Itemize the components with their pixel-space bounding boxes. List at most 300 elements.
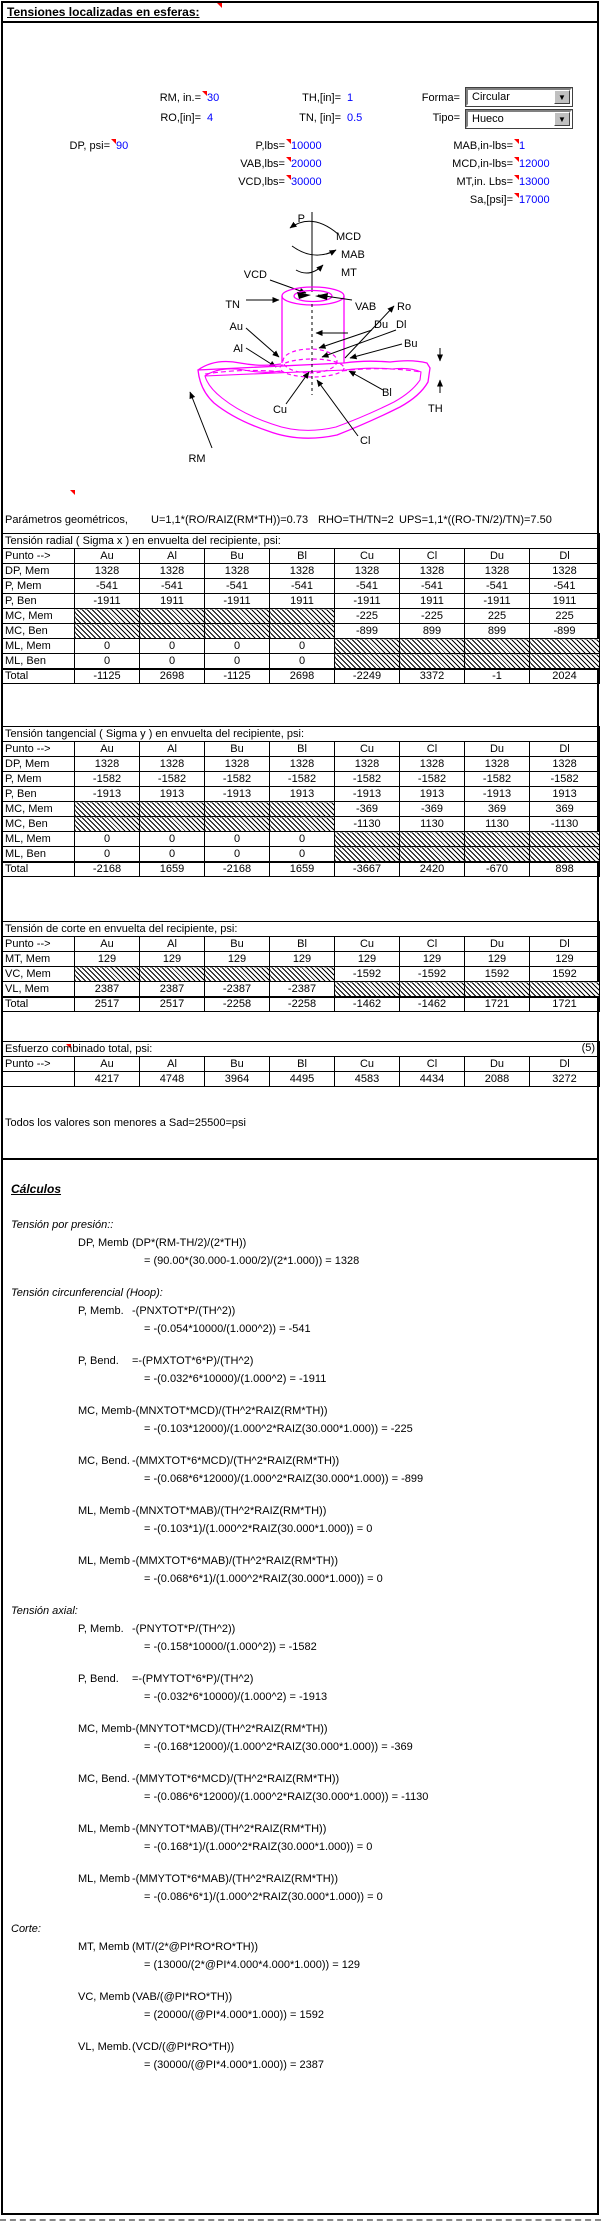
value-cell: -1130 [530, 817, 600, 832]
calc-item [11, 1938, 599, 1974]
hatched-cell [400, 832, 465, 847]
calc-item-formula: -(PNXTOT*P/(TH^2)) [132, 1305, 236, 1317]
row-label [3, 1072, 75, 1087]
calc-item-evaluation: = -(0.032*6*10000)/(1.000^2) = -1911 [144, 1373, 327, 1385]
value-cell: 4495 [270, 1072, 335, 1087]
value-cell: 0 [205, 639, 270, 654]
hatched-cell [205, 802, 270, 817]
value-cell: 1328 [400, 757, 465, 772]
column-header: Bl [270, 742, 335, 757]
value-cell: -1913 [75, 787, 140, 802]
mcd-input[interactable]: 12000 [519, 158, 550, 170]
column-header: Cl [400, 937, 465, 952]
column-header: Bu [205, 742, 270, 757]
diagram-label-p: P [297, 213, 305, 225]
diagram-label-al: Al [233, 343, 243, 355]
diagram-label-bu: Bu [404, 338, 418, 350]
column-header: Al [140, 1057, 205, 1072]
value-cell: 1913 [270, 787, 335, 802]
hatched-cell [530, 832, 600, 847]
hatched-cell [75, 624, 140, 639]
calc-item-name: P, Bend. [78, 1355, 119, 1367]
hatched-cell [400, 639, 465, 654]
hatched-cell [335, 654, 400, 669]
geom-u-value: U=1,1*(RO/RAIZ(RM*TH))=0.73 [151, 514, 309, 526]
value-cell: 1328 [530, 564, 600, 579]
table-row [3, 669, 600, 684]
value-cell: -541 [75, 579, 140, 594]
value-cell: 1592 [530, 967, 600, 982]
hatched-cell [140, 817, 205, 832]
value-cell: 369 [465, 802, 530, 817]
value-cell: 3964 [205, 1072, 270, 1087]
hatched-cell [530, 847, 600, 862]
column-header: Cu [335, 1057, 400, 1072]
calc-item-evaluation: = (30000/(@PI*4.000*1.000)) = 2387 [144, 2059, 324, 2071]
table-row [3, 982, 600, 997]
value-cell: -2387 [205, 982, 270, 997]
value-cell: 129 [270, 952, 335, 967]
geom-ups-value: UPS=1,1*((RO-TN/2)/TN)=7.50 [399, 514, 552, 526]
diagram-label-cu: Cu [272, 404, 287, 416]
row-label: MT, Mem [3, 952, 75, 967]
calc-item [11, 1302, 599, 1338]
rm-input[interactable]: 30 [207, 92, 220, 104]
calc-item-formula: =-(PMYTOT*6*P)/(TH^2) [132, 1673, 254, 1685]
value-cell: 898 [530, 862, 600, 877]
value-cell: 1913 [530, 787, 600, 802]
table-row [3, 624, 600, 639]
value-cell: 4434 [400, 1072, 465, 1087]
tipo-selected-value: Hueco [472, 113, 504, 125]
calc-item [11, 1770, 599, 1806]
value-cell: 1328 [270, 564, 335, 579]
value-cell: 1328 [75, 564, 140, 579]
value-cell: 129 [205, 952, 270, 967]
value-cell: -2168 [75, 862, 140, 877]
p-input[interactable]: 10000 [291, 140, 322, 152]
column-header: Au [75, 742, 140, 757]
allowable-note: Todos los valores son menores a Sad=25500=psi [5, 1117, 246, 1129]
table-row [3, 639, 600, 654]
calc-item-name: ML, Memb [78, 1555, 130, 1567]
value-cell: 1328 [465, 757, 530, 772]
calc-item-evaluation: = -(0.068*6*1)/(1.000^2*RAIZ(30.000*1.000)) = 0 [144, 1573, 383, 1585]
column-header: Al [140, 549, 205, 564]
value-cell: -541 [140, 579, 205, 594]
calc-item-name: ML, Memb [78, 1823, 130, 1835]
calc-item-name: MC, Bend. [78, 1773, 130, 1785]
calc-section-title: Tensión circunferencial (Hoop): [11, 1287, 163, 1299]
row-label: P, Mem [3, 772, 75, 787]
row-label: VL, Mem [3, 982, 75, 997]
value-cell: -541 [270, 579, 335, 594]
diagram-label-cl: Cl [360, 435, 371, 447]
calc-item-name: P, Memb. [78, 1623, 124, 1635]
value-cell: -1462 [400, 997, 465, 1012]
forma-dropdown[interactable] [466, 88, 572, 106]
value-cell: 2698 [270, 669, 335, 684]
value-cell: 1328 [205, 757, 270, 772]
hatched-cell [140, 802, 205, 817]
table-row [3, 579, 600, 594]
value-cell: 0 [270, 639, 335, 654]
value-cell: 1721 [465, 997, 530, 1012]
value-cell: 1328 [140, 757, 205, 772]
value-cell: 1328 [335, 564, 400, 579]
hatched-cell [465, 832, 530, 847]
calc-item-formula: (VCD/(@PI*RO*TH)) [132, 2041, 235, 2053]
hatched-cell [75, 609, 140, 624]
value-cell: -1582 [270, 772, 335, 787]
hatched-cell [530, 982, 600, 997]
value-cell: 1328 [465, 564, 530, 579]
calculation-blocks [11, 1216, 599, 2074]
dp-input[interactable]: 90 [116, 140, 129, 152]
value-cell: -225 [400, 609, 465, 624]
value-cell: 4217 [75, 1072, 140, 1087]
hatched-cell [465, 639, 530, 654]
column-header: Dl [530, 1057, 600, 1072]
mab-label: MAB,in-lbs= [453, 140, 513, 152]
calc-item [11, 1988, 599, 2024]
row-label: VC, Mem [3, 967, 75, 982]
table-row [3, 952, 600, 967]
value-cell: -1125 [205, 669, 270, 684]
value-cell: -1582 [140, 772, 205, 787]
calc-item-evaluation: = -(0.086*6*1)/(1.000^2*RAIZ(30.000*1.000)) = 0 [144, 1891, 383, 1903]
ro-input[interactable]: 4 [207, 112, 214, 124]
value-cell: 1328 [270, 757, 335, 772]
value-cell: 4748 [140, 1072, 205, 1087]
tn-input[interactable]: 0.5 [347, 112, 363, 124]
value-cell: 0 [205, 847, 270, 862]
diagram-label-bl: Bl [382, 387, 392, 399]
comment-marker-icon [70, 490, 75, 495]
column-header: Au [75, 1057, 140, 1072]
calc-item-formula: -(MMYTOT*6*MCD)/(TH^2*RAIZ(RM*TH)) [132, 1773, 340, 1785]
dropdown-arrow-icon[interactable]: ▼ [554, 112, 570, 126]
row-label: ML, Mem [3, 639, 75, 654]
hatched-cell [335, 832, 400, 847]
calc-item-name: MC, Bend. [78, 1455, 130, 1467]
calc-item-formula: -(PNYTOT*P/(TH^2)) [132, 1623, 236, 1635]
value-cell: 3272 [530, 1072, 600, 1087]
value-cell: 1328 [400, 564, 465, 579]
value-cell: -1125 [75, 669, 140, 684]
value-cell: 0 [270, 654, 335, 669]
tangential-stress-table [2, 726, 599, 877]
calc-item-name: ML, Memb [78, 1873, 130, 1885]
table-title: Esfuerzo combinado total, psi: (5) [3, 1042, 600, 1057]
column-header: Punto --> [3, 742, 75, 757]
value-cell: 2420 [400, 862, 465, 877]
diagram-label-vcd: VCD [243, 269, 267, 281]
value-cell: -3667 [335, 862, 400, 877]
value-cell: -1913 [205, 787, 270, 802]
value-cell: -541 [465, 579, 530, 594]
ro-label: RO,[in]= [160, 112, 201, 124]
sa-input[interactable]: 17000 [519, 194, 550, 206]
value-cell: 225 [465, 609, 530, 624]
calc-item-evaluation: = -(0.168*1)/(1.000^2*RAIZ(30.000*1.000)) = 0 [144, 1841, 373, 1853]
value-cell: 129 [465, 952, 530, 967]
column-header: Dl [530, 742, 600, 757]
value-cell: 2387 [140, 982, 205, 997]
row-label: MC, Ben [3, 624, 75, 639]
calc-item-formula: (VAB/(@PI*RO*TH)) [132, 1991, 233, 2003]
value-cell: 1592 [465, 967, 530, 982]
calculations-heading: Cálculos [11, 1182, 62, 1196]
diagram-label-vab: VAB [355, 301, 377, 313]
column-header: Du [465, 1057, 530, 1072]
table-row [3, 654, 600, 669]
table-row [3, 787, 600, 802]
value-cell: 1130 [465, 817, 530, 832]
column-header: Bl [270, 937, 335, 952]
hatched-cell [270, 609, 335, 624]
table-note: (5) [581, 1042, 596, 1054]
nozzle-sphere-diagram [0, 200, 601, 475]
calc-item [11, 1234, 599, 1270]
value-cell: 1328 [75, 757, 140, 772]
hatched-cell [400, 982, 465, 997]
table-row [3, 802, 600, 817]
calc-item [11, 1620, 599, 1656]
value-cell: -369 [400, 802, 465, 817]
comment-marker-icon [217, 3, 222, 8]
hatched-cell [205, 967, 270, 982]
hatched-cell [205, 624, 270, 639]
vcd-label: VCD,lbs= [238, 176, 285, 188]
value-cell: 2088 [465, 1072, 530, 1087]
tipo-dropdown[interactable] [466, 110, 572, 128]
column-header: Cu [335, 549, 400, 564]
column-header: Cl [400, 742, 465, 757]
hatched-cell [400, 654, 465, 669]
forma-selected-value: Circular [472, 91, 510, 103]
calc-item-evaluation: = -(0.086*6*12000)/(1.000^2*RAIZ(30.000*1.000)) = -1130 [144, 1791, 429, 1803]
mt-input[interactable]: 13000 [519, 176, 550, 188]
value-cell: -899 [335, 624, 400, 639]
column-header: Bl [270, 1057, 335, 1072]
mab-input[interactable]: 1 [519, 140, 526, 152]
column-header: Au [75, 549, 140, 564]
table-title: Tensión radial ( Sigma x ) en envuelta del recipiente, psi: [3, 534, 600, 549]
value-cell: -1 [465, 669, 530, 684]
hatched-cell [530, 654, 600, 669]
calc-item-formula: -(MNXTOT*MAB)/(TH^2*RAIZ(RM*TH)) [132, 1505, 327, 1517]
calc-item-formula: -(MNXTOT*MCD)/(TH^2*RAIZ(RM*TH)) [132, 1405, 328, 1417]
hatched-cell [270, 802, 335, 817]
value-cell: 2024 [530, 669, 600, 684]
value-cell: 0 [140, 654, 205, 669]
value-cell: -1911 [335, 594, 400, 609]
value-cell: -2168 [205, 862, 270, 877]
value-cell: -670 [465, 862, 530, 877]
table-row [3, 967, 600, 982]
value-cell: -541 [530, 579, 600, 594]
calc-item [11, 1552, 599, 1588]
table-row [3, 832, 600, 847]
value-cell: 0 [205, 654, 270, 669]
hatched-cell [140, 967, 205, 982]
value-cell: -1582 [75, 772, 140, 787]
column-header: Bu [205, 937, 270, 952]
diagram-label-dl: Dl [396, 319, 407, 331]
value-cell: 1328 [530, 757, 600, 772]
tn-label: TN, [in]= [299, 112, 341, 124]
geom-rho-value: RHO=TH/TN=2 [318, 514, 394, 526]
calc-item [11, 1402, 599, 1438]
diagram-label-mab: MAB [341, 249, 365, 261]
calc-item-name: ML, Memb [78, 1505, 130, 1517]
value-cell: 899 [465, 624, 530, 639]
rm-label: RM, in.= [159, 92, 201, 104]
mcd-label: MCD,in-lbs= [452, 158, 513, 170]
hatched-cell [140, 609, 205, 624]
row-label: Total [3, 669, 75, 684]
value-cell: 1328 [335, 757, 400, 772]
calc-item-evaluation: = -(0.158*10000/(1.000^2)) = -1582 [144, 1641, 317, 1653]
value-cell: 1911 [530, 594, 600, 609]
calc-item-name: MT, Memb [78, 1941, 130, 1953]
value-cell: -1582 [400, 772, 465, 787]
dropdown-arrow-icon[interactable]: ▼ [554, 90, 570, 104]
column-header: Au [75, 937, 140, 952]
diagram-label-mcd: MCD [336, 231, 362, 243]
hatched-cell [270, 624, 335, 639]
tipo-label: Tipo= [432, 112, 460, 124]
calc-item-name: MC, Memb [78, 1405, 132, 1417]
table-row [3, 862, 600, 877]
vab-input[interactable]: 20000 [291, 158, 322, 170]
value-cell: -2249 [335, 669, 400, 684]
value-cell: 4583 [335, 1072, 400, 1087]
value-cell: -541 [205, 579, 270, 594]
column-header: Du [465, 549, 530, 564]
value-cell: -2258 [270, 997, 335, 1012]
calc-item-formula: -(MMXTOT*6*MAB)/(TH^2*RAIZ(RM*TH)) [132, 1555, 339, 1567]
value-cell: 369 [530, 802, 600, 817]
column-header: Cu [335, 742, 400, 757]
diagram-label-rm: RM [188, 453, 206, 465]
diagram-label-ro: Ro [397, 301, 412, 313]
calc-section-title: Corte: [11, 1923, 41, 1935]
column-header: Bu [205, 549, 270, 564]
row-label: Total [3, 997, 75, 1012]
table-row [3, 609, 600, 624]
value-cell: 0 [140, 847, 205, 862]
hatched-cell [335, 639, 400, 654]
value-cell: 1911 [400, 594, 465, 609]
value-cell: 1328 [205, 564, 270, 579]
value-cell: 0 [75, 847, 140, 862]
diagram-label-tn: TN [225, 299, 240, 311]
table-title: Tensión tangencial ( Sigma y ) en envuelta del recipiente, psi: [3, 727, 600, 742]
calc-item-name: MC, Memb [78, 1723, 132, 1735]
value-cell: -1582 [335, 772, 400, 787]
table-row [3, 594, 600, 609]
calc-item-formula: =-(PMXTOT*6*P)/(TH^2) [132, 1355, 254, 1367]
geom-params-label: Parámetros geométricos, [5, 514, 128, 526]
hatched-cell [75, 967, 140, 982]
column-header: Dl [530, 549, 600, 564]
row-label: ML, Ben [3, 654, 75, 669]
row-label: Total [3, 862, 75, 877]
value-cell: -2258 [205, 997, 270, 1012]
row-label: ML, Ben [3, 847, 75, 862]
calc-item [11, 1352, 599, 1388]
p-label: P,lbs= [255, 140, 285, 152]
calc-item-name: P, Bend. [78, 1673, 119, 1685]
value-cell: 2517 [75, 997, 140, 1012]
column-header: Punto --> [3, 549, 75, 564]
row-label: P, Mem [3, 579, 75, 594]
vcd-input[interactable]: 30000 [291, 176, 322, 188]
row-label: ML, Mem [3, 832, 75, 847]
calc-section-title: Tensión por presión:: [11, 1219, 114, 1231]
value-cell: 129 [75, 952, 140, 967]
calc-item [11, 1720, 599, 1756]
value-cell: 1328 [140, 564, 205, 579]
th-input[interactable]: 1 [347, 92, 354, 104]
value-cell: -1592 [400, 967, 465, 982]
value-cell: -369 [335, 802, 400, 817]
hatched-cell [335, 982, 400, 997]
diagram-label-du: Du [374, 319, 389, 331]
value-cell: 129 [400, 952, 465, 967]
calc-item [11, 1670, 599, 1706]
column-header: Du [465, 742, 530, 757]
table-row [3, 997, 600, 1012]
calc-item-formula: -(MMYTOT*6*MAB)/(TH^2*RAIZ(RM*TH)) [132, 1873, 339, 1885]
value-cell: 0 [140, 832, 205, 847]
value-cell: -1913 [465, 787, 530, 802]
column-header: Cl [400, 1057, 465, 1072]
value-cell: 1911 [270, 594, 335, 609]
column-header: Dl [530, 937, 600, 952]
table-row [3, 817, 600, 832]
row-label: MC, Mem [3, 609, 75, 624]
hatched-cell [530, 639, 600, 654]
row-label: P, Ben [3, 594, 75, 609]
calc-item-name: VL, Memb. [78, 2041, 132, 2053]
value-cell: 0 [75, 832, 140, 847]
row-label: MC, Ben [3, 817, 75, 832]
radial-stress-table [2, 533, 599, 684]
hatched-cell [205, 817, 270, 832]
hatched-cell [465, 654, 530, 669]
value-cell: -225 [335, 609, 400, 624]
calc-item-name: P, Memb. [78, 1305, 124, 1317]
hatched-cell [465, 982, 530, 997]
calc-item-formula: (MT/(2*@PI*RO*RO*TH)) [132, 1941, 259, 1953]
column-header: Al [140, 742, 205, 757]
page-title: Tensiones localizadas en esferas: [7, 5, 200, 19]
table-row [3, 847, 600, 862]
value-cell: 3372 [400, 669, 465, 684]
value-cell: 2517 [140, 997, 205, 1012]
column-header: Du [465, 937, 530, 952]
calc-item-evaluation: = -(0.068*6*12000)/(1.000^2*RAIZ(30.000*1.000)) = -899 [144, 1473, 424, 1485]
calc-item [11, 1820, 599, 1856]
column-header: Al [140, 937, 205, 952]
combined-stress-table [2, 1041, 599, 1087]
calc-item-evaluation: = -(0.054*10000/(1.000^2)) = -541 [144, 1323, 311, 1335]
column-header: Cl [400, 549, 465, 564]
hatched-cell [465, 847, 530, 862]
